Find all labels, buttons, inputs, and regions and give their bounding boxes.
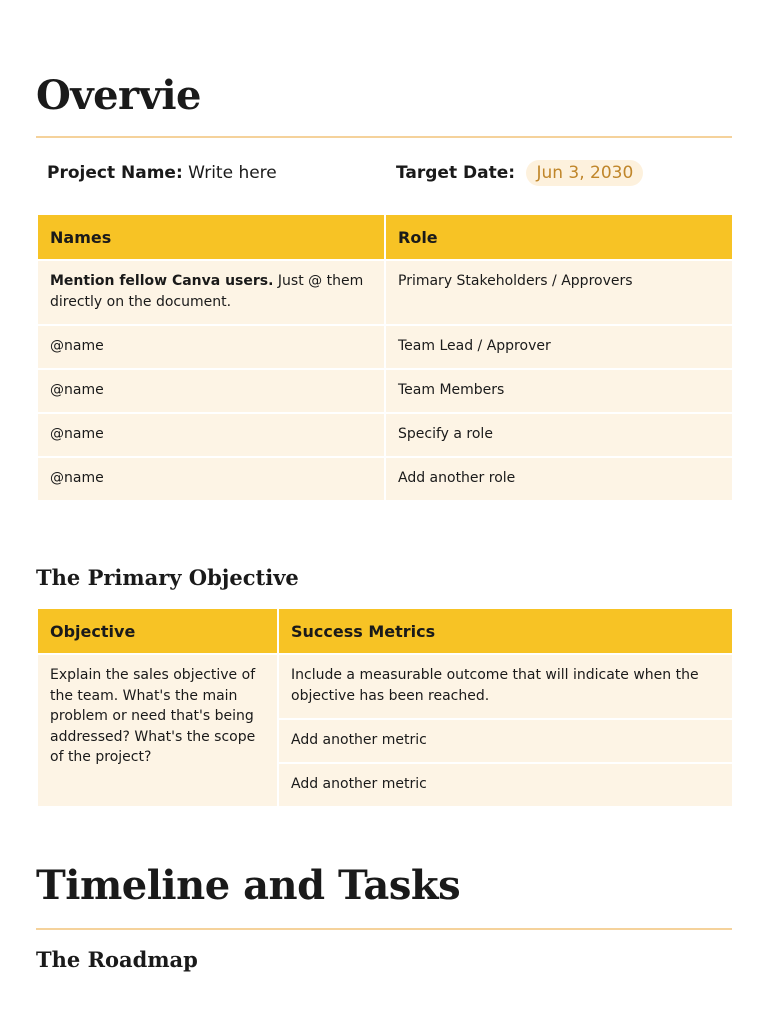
objective-column-header: Objective	[37, 608, 278, 654]
overview-heading: Overvie	[36, 72, 201, 119]
role-cell[interactable]: Team Members	[385, 369, 733, 413]
project-name-field[interactable]	[47, 160, 277, 186]
names-cell[interactable]: @name	[37, 369, 385, 413]
role-cell[interactable]: Team Lead / Approver	[385, 325, 733, 369]
names-cell[interactable]: @name	[37, 457, 385, 501]
section-divider	[36, 928, 732, 930]
names-cell[interactable]: @name	[37, 325, 385, 369]
names-cell[interactable]	[37, 260, 385, 325]
project-name-label: Project Name:	[47, 163, 183, 183]
project-name-value[interactable]: Write here	[188, 163, 277, 183]
timeline-heading: Timeline and Tasks	[36, 862, 461, 909]
role-cell[interactable]: Specify a role	[385, 413, 733, 457]
metric-cell[interactable]: Add another metric	[278, 719, 733, 763]
intro-bold-text: Mention fellow Canva users.	[50, 273, 274, 289]
target-date-value[interactable]: Jun 3, 2030	[526, 160, 643, 186]
role-cell[interactable]: Primary Stakeholders / Approvers	[385, 260, 733, 325]
metric-cell[interactable]: Include a measurable outcome that will indicate when the objective has been reached.	[278, 654, 733, 719]
table-row	[37, 325, 733, 369]
intro-text: Just @ them directly on the document.	[50, 273, 364, 310]
role-column-header: Role	[385, 214, 733, 260]
names-column-header: Names	[37, 214, 385, 260]
success-metrics-column-header: Success Metrics	[278, 608, 733, 654]
target-date-field[interactable]	[396, 160, 643, 186]
table-row	[37, 413, 733, 457]
roadmap-heading: The Roadmap	[36, 947, 198, 972]
primary-objective-heading: The Primary Objective	[36, 565, 299, 590]
role-cell[interactable]: Add another role	[385, 457, 733, 501]
team-roles-table	[36, 213, 734, 502]
objective-cell[interactable]: Explain the sales objective of the team. What's the main problem or need that's being addressed? What's the scope of the project?	[37, 654, 278, 807]
table-row	[37, 654, 733, 719]
objective-table	[36, 607, 734, 808]
section-divider	[36, 136, 732, 138]
metric-cell[interactable]: Add another metric	[278, 763, 733, 807]
names-cell[interactable]: @name	[37, 413, 385, 457]
table-row	[37, 369, 733, 413]
target-date-label: Target Date:	[396, 163, 516, 183]
table-row	[37, 457, 733, 501]
table-row	[37, 260, 733, 325]
